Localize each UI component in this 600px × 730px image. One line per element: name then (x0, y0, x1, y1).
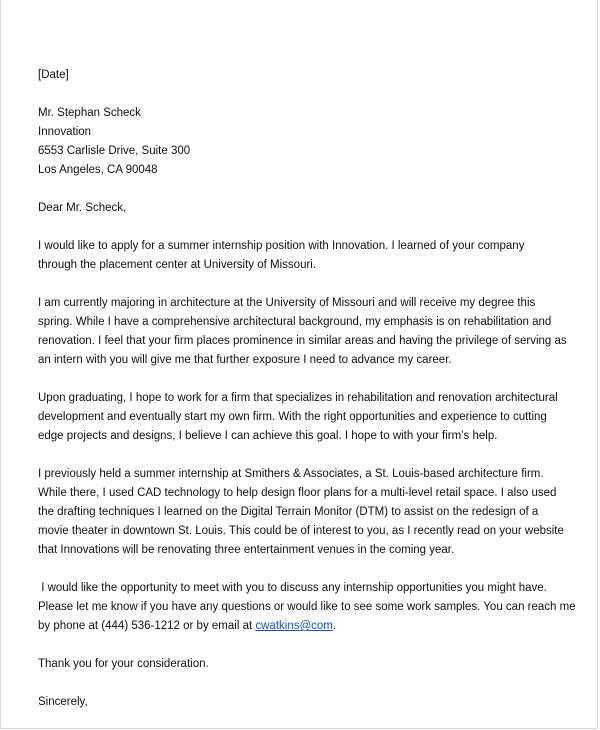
closing (38, 693, 578, 712)
paragraph-1 (38, 237, 578, 275)
paragraph-line: Please let me know if you have any questions or would like to see some work samples. You can reach me (38, 601, 576, 613)
spacer (38, 636, 578, 655)
paragraph-line: I am currently majoring in architecture at the University of Missouri and will receive my degree this (38, 297, 536, 309)
spacer (38, 275, 578, 294)
contact-prefix: by phone at (444) 536-1212 or by email at (38, 620, 256, 632)
date: [Date] (38, 69, 69, 81)
paragraph-2 (38, 294, 578, 370)
date-line (38, 66, 578, 85)
contact-suffix: . (332, 620, 337, 632)
spacer (38, 180, 578, 199)
paragraph-line: Upon graduating, I hope to work for a firm that specializes in rehabilitation and renovation architectural (38, 392, 558, 404)
paragraph-line: I would like the opportunity to meet with you to discuss any internship opportunities you might have. (38, 582, 547, 594)
paragraph-line: movie theater in downtown St. Louis. This could be of interest to you, as I recently read on your website (38, 525, 564, 537)
spacer (38, 674, 578, 693)
salutation (38, 199, 578, 218)
paragraph-3 (38, 389, 578, 446)
paragraph-line: renovation. I feel that your firm places prominence in similar areas and having the privilege of serving as (38, 335, 567, 347)
recipient-street: 6553 Carlisle Drive, Suite 300 (38, 145, 191, 157)
spacer (38, 85, 578, 104)
recipient-address (38, 104, 578, 180)
paragraph-line: edge projects and designs, I believe I can achieve this goal. I hope to with your firm’s help. (38, 430, 498, 442)
letter-body (38, 66, 578, 712)
spacer (38, 370, 578, 389)
spacer (38, 446, 578, 465)
salutation-text: Dear Mr. Scheck, (38, 202, 127, 214)
spacer (38, 560, 578, 579)
paragraph-5 (38, 579, 578, 636)
recipient-name: Mr. Stephan Scheck (38, 107, 141, 119)
recipient-city: Los Angeles, CA 90048 (38, 164, 158, 176)
recipient-company: Innovation (38, 126, 92, 138)
contact-line (38, 617, 578, 636)
closing-text: Sincerely, (38, 696, 88, 708)
paragraph-line: an intern with you will give me that further exposure I need to advance my career. (38, 354, 452, 366)
paragraph-line: I previously held a summer internship at Smithers & Associates, a St. Louis-based architecture firm. (38, 468, 544, 480)
paragraph-line: through the placement center at University of Missouri. (38, 259, 317, 271)
paragraph-line: spring. While I have a comprehensive architectural background, my emphasis is on rehabilitation and (38, 316, 552, 328)
paragraph-line: that Innovations will be renovating three entertainment venues in the coming year. (38, 544, 455, 556)
email-link[interactable]: cwatkins@com (255, 620, 333, 632)
thanks-paragraph (38, 655, 578, 674)
thanks-text: Thank you for your consideration. (38, 658, 209, 670)
spacer (38, 218, 578, 237)
paragraph-4 (38, 465, 578, 560)
paragraph-line: While there, I used CAD technology to help design floor plans for a multi-level retail space. I also used (38, 487, 557, 499)
paragraph-line: I would like to apply for a summer internship position with Innovation. I learned of your company (38, 240, 525, 252)
paragraph-line: the drafting techniques I learned on the Digital Terrain Monitor (DTM) to assist on the redesign of a (38, 506, 539, 518)
paragraph-line: development and eventually start my own firm. With the right opportunities and experience to cutting (38, 411, 547, 423)
